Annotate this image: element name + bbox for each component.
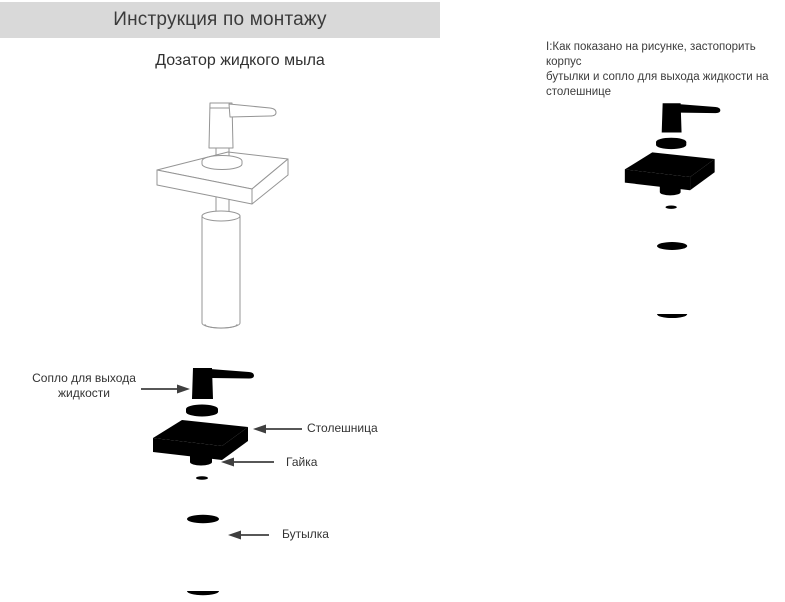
exploded-dispenser-figure-small	[622, 97, 726, 325]
step-note-line: бутылки и сопло для выхода жидкости на	[546, 71, 769, 83]
nozzle-arrow	[140, 382, 190, 396]
step-note	[546, 40, 785, 100]
step-note-line: столешнице	[546, 86, 611, 98]
nozzle-label: Сопло для выхода жидкости	[32, 371, 136, 400]
countertop-label: Столешница	[307, 421, 378, 435]
page-title: Инструкция по монтажу	[113, 9, 327, 30]
pump-spout	[229, 104, 276, 117]
step-note-line: I:Как показано на рисунке, застопорить корпус	[546, 41, 756, 68]
nut-arrow	[221, 455, 275, 469]
countertop-arrow	[253, 422, 303, 436]
header-bar	[0, 2, 440, 38]
bottle-label: Бутылка	[282, 527, 329, 541]
bottle-body	[202, 211, 240, 328]
bottle-arrow	[228, 528, 270, 542]
nut-label: Гайка	[286, 455, 318, 469]
assembled-dispenser-figure	[140, 95, 320, 345]
product-subtitle: Дозатор жидкого мыла	[155, 52, 325, 69]
exploded-dispenser-figure	[150, 362, 260, 602]
